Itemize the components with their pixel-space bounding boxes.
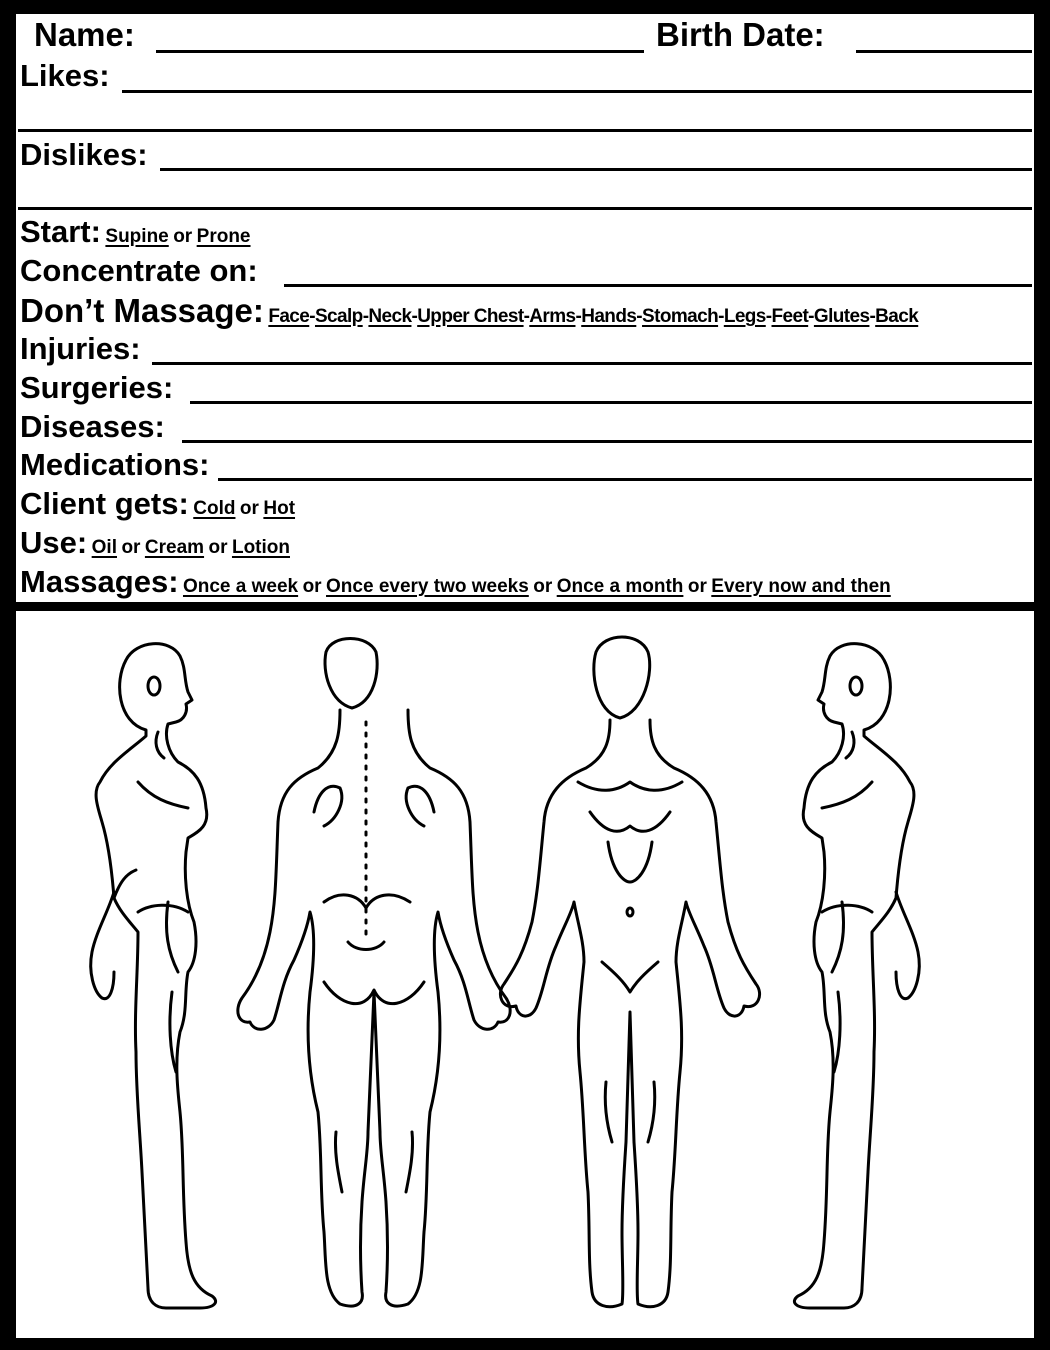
client-gets-option-hot[interactable]: Hot	[263, 498, 296, 519]
body-figure-right-side[interactable]	[794, 644, 919, 1308]
separator: -	[309, 306, 315, 327]
massages-row	[20, 564, 891, 600]
medications-field[interactable]	[218, 478, 1032, 481]
body-chart[interactable]	[18, 612, 1032, 1336]
body-figure-front[interactable]	[500, 637, 759, 1307]
diseases-row	[20, 409, 165, 445]
use-option-oil[interactable]: Oil	[91, 537, 117, 558]
massages-option-weekly[interactable]: Once a week	[182, 576, 299, 597]
dislikes-field-2[interactable]	[18, 207, 1032, 210]
separator: -	[411, 306, 418, 327]
birth-date-label: Birth Date:	[656, 16, 825, 53]
body-figure-left-side[interactable]	[91, 644, 216, 1308]
section-divider	[0, 602, 1050, 611]
injuries-field[interactable]	[152, 362, 1032, 365]
massages-option-biweekly[interactable]: Once every two weeks	[326, 576, 529, 597]
dont-massage-option-face[interactable]: Face	[268, 306, 310, 327]
dislikes-row	[20, 137, 148, 173]
injuries-label: Injuries:	[20, 331, 141, 366]
separator: -	[869, 306, 876, 327]
likes-label: Likes:	[20, 58, 110, 93]
dont-massage-row	[20, 292, 918, 330]
surgeries-label: Surgeries:	[20, 370, 174, 405]
or-text: or	[533, 576, 553, 597]
dislikes-field[interactable]	[160, 168, 1032, 171]
dont-massage-option-feet[interactable]: Feet	[771, 306, 809, 327]
medications-label: Medications:	[20, 447, 210, 482]
injuries-row	[20, 331, 141, 367]
massages-option-monthly[interactable]: Once a month	[556, 576, 684, 597]
separator: -	[765, 306, 772, 327]
start-row	[20, 214, 251, 250]
dont-massage-label: Don’t Massage:	[20, 292, 264, 329]
name-row	[34, 16, 135, 54]
medications-row	[20, 447, 209, 483]
separator: -	[636, 306, 643, 327]
diseases-label: Diseases:	[20, 409, 165, 444]
separator: -	[523, 306, 530, 327]
massages-option-occasionally[interactable]: Every now and then	[711, 576, 891, 597]
or-text: or	[302, 576, 322, 597]
likes-field[interactable]	[122, 90, 1032, 93]
concentrate-row	[20, 253, 258, 289]
dislikes-label: Dislikes:	[20, 137, 148, 172]
concentrate-field[interactable]	[284, 284, 1032, 287]
dont-massage-option-back[interactable]: Back	[875, 306, 919, 327]
separator: -	[575, 306, 582, 327]
dont-massage-option-upper-chest[interactable]: Upper Chest	[417, 306, 524, 327]
start-label: Start:	[20, 214, 101, 249]
dont-massage-option-scalp[interactable]: Scalp	[314, 306, 363, 327]
or-text: or	[208, 537, 228, 558]
use-row	[20, 525, 290, 561]
name-field[interactable]	[156, 50, 644, 53]
client-gets-row	[20, 486, 295, 522]
or-text: or	[239, 498, 259, 519]
or-text: or	[173, 226, 193, 247]
start-option-prone[interactable]: Prone	[196, 226, 251, 247]
or-text: or	[121, 537, 141, 558]
separator: -	[808, 306, 814, 327]
dont-massage-option-glutes[interactable]: Glutes	[813, 306, 870, 327]
use-option-lotion[interactable]: Lotion	[231, 537, 290, 558]
dont-massage-options	[268, 306, 918, 327]
separator: -	[362, 306, 369, 327]
use-option-cream[interactable]: Cream	[144, 537, 205, 558]
body-figure-back[interactable]	[238, 639, 510, 1307]
surgeries-field[interactable]	[190, 401, 1032, 404]
client-gets-label: Client gets:	[20, 486, 189, 521]
dont-massage-option-stomach[interactable]: Stomach	[642, 306, 719, 327]
concentrate-label: Concentrate on:	[20, 253, 258, 288]
dont-massage-option-legs[interactable]: Legs	[723, 306, 766, 327]
dont-massage-option-hands[interactable]: Hands	[581, 306, 637, 327]
diseases-field[interactable]	[182, 440, 1032, 443]
dont-massage-option-neck[interactable]: Neck	[368, 306, 412, 327]
client-gets-option-cold[interactable]: Cold	[193, 498, 236, 519]
likes-row	[20, 58, 110, 94]
separator: -	[718, 306, 724, 327]
name-label: Name:	[34, 16, 135, 53]
likes-field-2[interactable]	[18, 129, 1032, 132]
birth-row	[656, 16, 825, 54]
surgeries-row	[20, 370, 173, 406]
birth-date-field[interactable]	[856, 50, 1032, 53]
dont-massage-option-arms[interactable]: Arms	[529, 306, 576, 327]
or-text: or	[687, 576, 707, 597]
use-label: Use:	[20, 525, 88, 560]
start-option-supine[interactable]: Supine	[105, 226, 169, 247]
massages-label: Massages:	[20, 564, 179, 599]
